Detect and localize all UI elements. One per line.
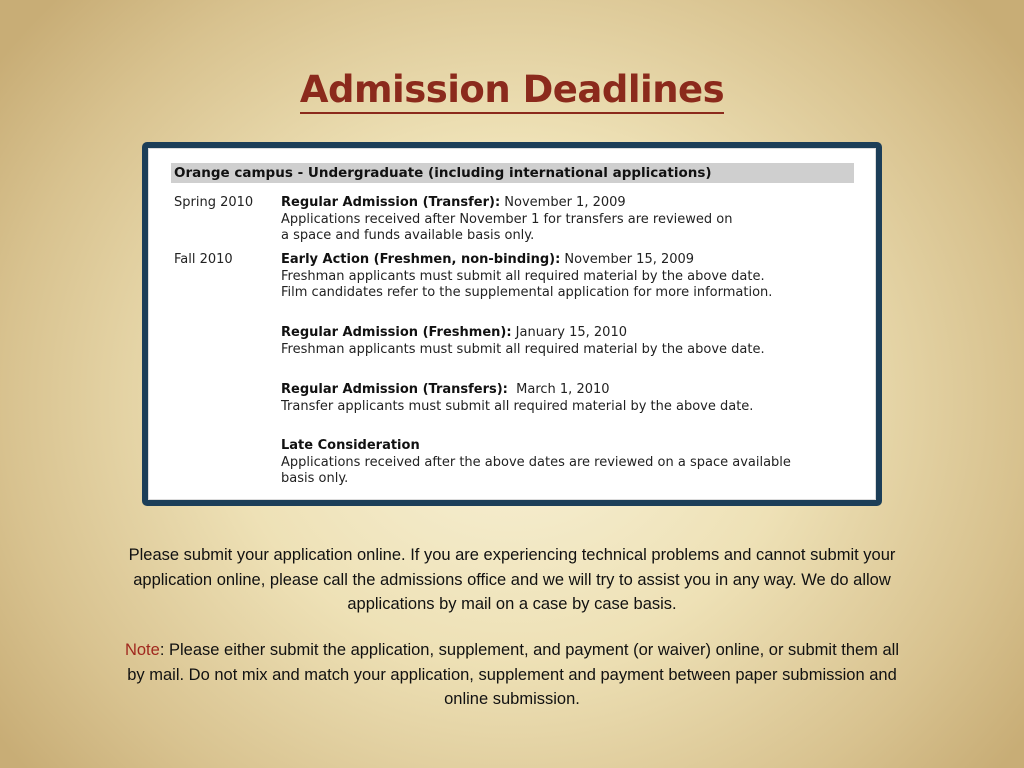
entry-line: Freshman applicants must submit all required material by the above date. bbox=[281, 341, 765, 357]
deadline-entry bbox=[281, 382, 861, 415]
deadline-entry bbox=[281, 195, 861, 245]
term-label: Fall 2010 bbox=[174, 252, 233, 267]
deadline-entry bbox=[281, 438, 861, 488]
entry-date: November 1, 2009 bbox=[500, 195, 626, 210]
entry-date: November 15, 2009 bbox=[560, 252, 695, 267]
note-text: : Please either submit the application, supplement, and payment (or waiver) online, or submit them all by mail. Do not mix and match your application, supplement and payment between paper submission and online submission. bbox=[127, 641, 900, 708]
deadline-entry bbox=[281, 325, 861, 358]
entry-line: Applications received after November 1 for transfers are reviewed on bbox=[281, 211, 733, 227]
entry-heading: Regular Admission (Transfer): bbox=[281, 195, 501, 210]
entry-line: basis only. bbox=[281, 471, 349, 487]
entry-line: Applications received after the above dates are reviewed on a space available bbox=[281, 454, 791, 470]
note-paragraph bbox=[120, 638, 904, 712]
entry-heading: Regular Admission (Transfers): bbox=[281, 382, 508, 397]
slide-title: Admission Deadlines bbox=[0, 68, 1024, 111]
entry-line: Freshman applicants must submit all required material by the above date. bbox=[281, 268, 765, 284]
deadline-entry bbox=[281, 252, 861, 302]
entry-heading: Late Consideration bbox=[281, 438, 420, 453]
term-label: Spring 2010 bbox=[174, 195, 254, 210]
entry-line: Transfer applicants must submit all required material by the above date. bbox=[281, 398, 754, 414]
table-header: Orange campus - Undergraduate (including international applications) bbox=[171, 163, 854, 183]
deadline-table-frame bbox=[142, 142, 882, 506]
entry-heading: Early Action (Freshmen, non-binding): bbox=[281, 252, 561, 267]
entry-line: a space and funds available basis only. bbox=[281, 228, 535, 244]
instructions-paragraph: Please submit your application online. If you are experiencing technical problems and cannot submit your application online, please call the admissions office and we will try to assist you in any way. We do allow applications by mail on a case by case basis. bbox=[128, 546, 896, 613]
entry-date: January 15, 2010 bbox=[511, 325, 627, 340]
entry-line: Film candidates refer to the supplemental application for more information. bbox=[281, 285, 773, 301]
deadline-table bbox=[148, 148, 876, 500]
note-label: Note bbox=[124, 641, 160, 659]
entry-date: March 1, 2010 bbox=[507, 382, 610, 397]
entry-heading: Regular Admission (Freshmen): bbox=[281, 325, 512, 340]
